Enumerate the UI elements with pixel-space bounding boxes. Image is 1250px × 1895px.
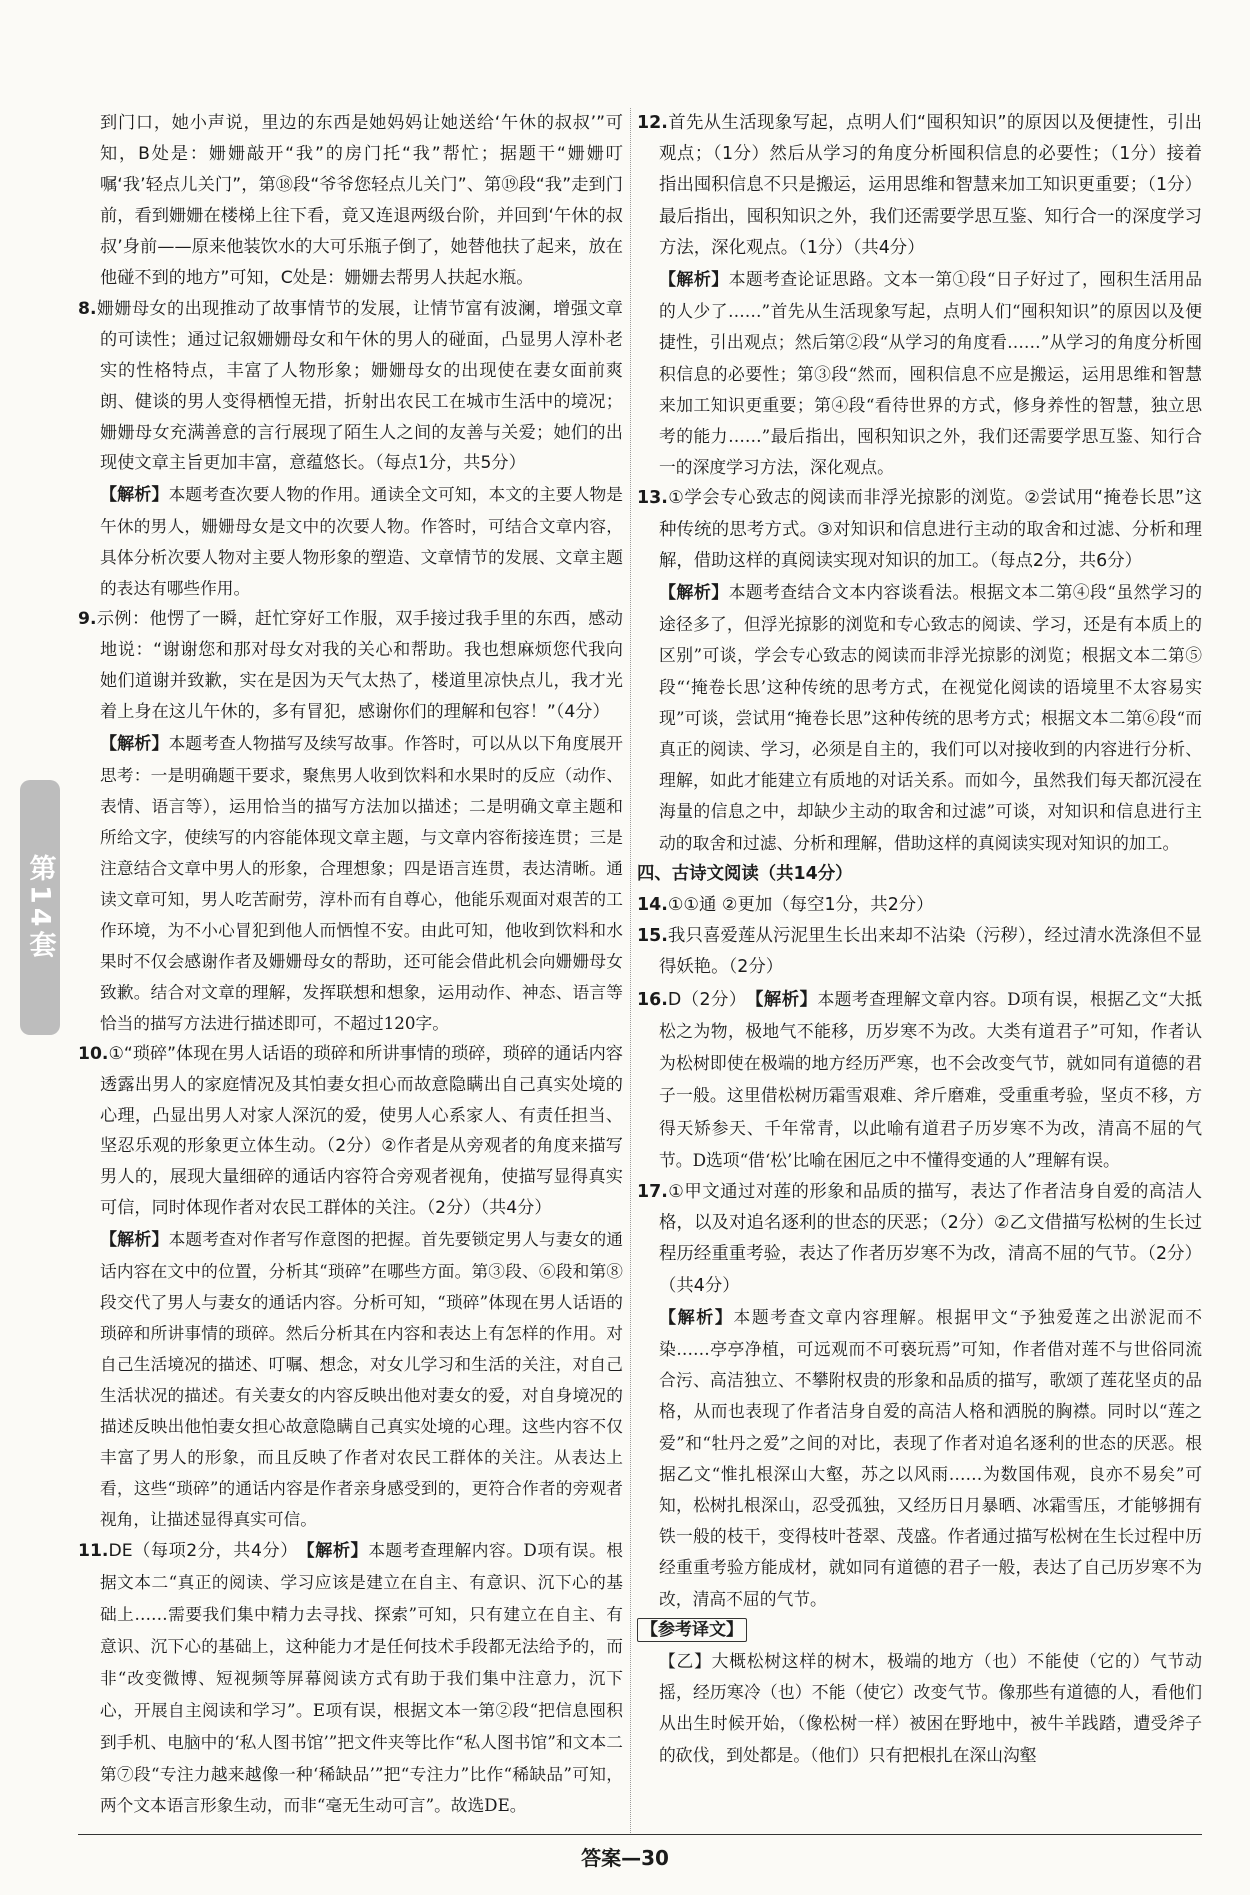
question-9	[78, 604, 623, 728]
question-11	[78, 1535, 623, 1823]
answer-paragraph	[637, 1302, 1202, 1615]
answer-paragraph	[637, 1615, 1202, 1646]
set-number-tab: 第14套	[20, 780, 60, 1035]
footer-rule	[78, 1834, 1202, 1835]
question-number: 10.	[78, 1043, 109, 1064]
paragraph-text: 本题考查人物描写及续写故事。作答时，可以从以下角度展开思考：一是明确题干要求，聚焦男人收到饮料和水果时的反应（动作、表情、语言等），运用恰当的描写方法加以描述；二是明确文章主题和所给文字，使续写的内容能体现文章主题，与文章内容衔接连贯；三是注意结合文章中男人的形象，合理想象；四是语言连贯，表达清晰。通读文章可知，男人吃苦耐劳，淳朴而有自尊心，他能乐观面对艰苦的工作环境，为不小心冒犯到他人而恓惶不安。由此可知，他收到饮料和水果时不仅会感谢作者及姗姗母女的帮助，还可能会借此机会向姗姗母女致歉。结合对文章的理解，发挥联想和想象，运用动作、神态、语言等恰当的描写方法进行描述即可，不超过120字。	[100, 733, 623, 1033]
paragraph-text: 到门口，她小声说，里边的东西是她妈妈让她送给‘午休的叔叔’”可知，B处是：姗姗敲开“我”的房门托“我”帮忙；据题干“姗姗叮嘱‘我’轻点儿关门”，第⑱段“爷爷您轻点儿关门”、第⑲段“我”走到门前，看到姗姗在楼梯上往下看，竟又连退两级台阶，并回到‘午休的叔叔’身前——原来他装饮水的大可乐瓶子倒了，她替他扶了起来，放在他碰不到的地方”可知，C处是：姗姗去帮男人扶起水瓶。	[100, 113, 623, 288]
analysis-tag: 【解析】	[659, 270, 729, 291]
question-number: 9.	[78, 609, 97, 630]
question-number: 16.	[637, 989, 668, 1010]
question-10	[78, 1039, 623, 1225]
left-column	[78, 108, 623, 1822]
paragraph-text: ①①通 ②更加（每空1分，共2分）	[667, 895, 934, 916]
analysis-tag: 【解析】	[305, 1540, 369, 1561]
column-divider	[630, 108, 631, 1833]
page-footer: 答案—30	[581, 1846, 669, 1870]
question-12	[637, 108, 1202, 264]
paragraph-text: 我只喜爱莲从污泥里生长出来却不沾染（污秽），经过清水洗涤但不显得妖艳。（2分）	[659, 926, 1202, 978]
paragraph-text: DE（每项2分，共4分）	[108, 1540, 298, 1561]
paragraph-text: 示例：他愣了一瞬，赶忙穿好工作服，双手接过我手里的东西，感动地说：“谢谢您和那对母女对我的关心和帮助。我也想麻烦您代我向她们道谢并致歉，实在是因为天气太热了，楼道里凉快点儿，我才光着上身在这儿午休的，多有冒犯，感谢你们的理解和包容！”（4分）	[96, 609, 623, 723]
question-number: 17.	[637, 1181, 668, 1202]
question-16	[637, 984, 1202, 1177]
analysis-tag: 【解析】	[100, 485, 169, 506]
question-number: 13.	[637, 488, 668, 509]
question-13	[637, 483, 1202, 577]
answer-paragraph	[637, 577, 1202, 859]
section-heading	[637, 859, 1202, 890]
analysis-tag: 【解析】	[100, 734, 169, 755]
right-column	[637, 108, 1202, 1771]
paragraph-text: ①“琐碎”体现在男人话语的琐碎和所讲事情的琐碎，琐碎的通话内容透露出男人的家庭情况及其怕妻女担心而故意隐瞒出自己真实处境的心理，凸显出男人对家人深沉的爱，使男人心系家人、有责任担当、坚忍乐观的形象更立体生动。（2分）②作者是从旁观者的角度来描写男人的，展现大量细碎的通话内容符合旁观者视角，使描写显得真实可信，同时体现作者对农民工群体的关注。（2分）（共4分）	[100, 1043, 623, 1219]
analysis-text: 本题考查理解内容。D项有误。根据文本二“真正的阅读、学习应该是建立在自主、有意识、沉下心的基础上……需要我们集中精力去寻找、探索”可知，只有建立在自主、有意识、沉下心的基础上，这种能力才是任何技术手段都无法给予的，而非“改变微博、短视频等屏幕阅读方式有助于我们集中注意力，沉下心，开展自主阅读和学习”。E项有误，根据文本一第②段“把信息囤积到手机、电脑中的‘私人图书馆’”把文件夹等比作“私人图书馆”和文本二第⑦段“专注力越来越像一种‘稀缺品’”把“专注力”比作“稀缺品”可知，两个文本语言形象生动，而非“毫无生动可言”。故选DE。	[100, 1539, 623, 1816]
question-number: 12.	[637, 113, 668, 133]
analysis-tag: 【解析】	[100, 1230, 169, 1251]
answer-paragraph	[78, 479, 623, 604]
analysis-tag: 【解析】	[659, 1307, 734, 1328]
question-17	[637, 1177, 1202, 1302]
question-number: 11.	[78, 1540, 109, 1561]
question-number: 15.	[637, 926, 668, 947]
paragraph-text: 本题考查对作者写作意图的把握。首先要锁定男人与妻女的通话内容在文中的位置，分析其“琐碎”在哪些方面。第③段、⑥段和第⑧段交代了男人与妻女的通话内容。分析可知，“琐碎”体现在男人话语的琐碎和所讲事情的琐碎。然后分析其在内容和表达上有怎样的作用。对自己生活境况的描述、叮嘱、想念，对女儿学习和生活的关注，对自己生活状况的描述。有关妻女的内容反映出他对妻女的爱，对自身境况的描述反映出他怕妻女担心故意隐瞒自己真实处境的心理。这些内容不仅丰富了男人的形象，而且反映了作者对农民工群体的关注。从表达上看，这些“琐碎”的通话内容是作者亲身感受到的，更符合作者的旁观者视角，让描述显得真实可信。	[100, 1229, 623, 1529]
paragraph-text: 【乙】大概松树这样的树木，极端的地方（也）不能使（它的）气节动摇，经历寒冷（也）不能（使它）改变气节。像那些有道德的人，看他们从出生时候开始，（像松树一样）被困在野地中，被牛羊践踏，遭受斧子的砍伐，到处都是。（他们）只有把根扎在深山沟壑	[659, 1650, 1202, 1765]
question-8	[78, 294, 623, 480]
paragraph-text: 本题考查文章内容理解。根据甲文“予独爱莲之出淤泥而不染……亭亭净植，可远观而不可亵玩焉”可知，作者借对莲不与世俗同流合污、高洁独立、不攀附权贵的形象和品质的描写，歌颂了莲花坚贞的品格，从而也表现了作者洁身自爱的高洁人格和洒脱的胸襟。同时以“莲之爱”和“牡丹之爱”之间的对比，表现了作者对追名逐利的世态的厌恶。根据乙文“惟扎根深山大壑，苏之以风雨……为数国伟观，良亦不易矣”可知，松树扎根深山，忍受孤独，又经历日月暴晒、冰霜雪压，才能够拥有铁一般的枝干，变得枝叶苍翠、茂盛。作者通过描写松树在生长过程中历经重重考验方能成材，就如同有道德的君子一般，表达了自己历岁寒不为改，清高不屈的气节。	[659, 1306, 1202, 1609]
analysis-tag: 【解析】	[659, 583, 729, 604]
answer-paragraph	[637, 1646, 1202, 1771]
question-number: 14.	[637, 895, 668, 916]
analysis-tag: 【解析】	[754, 989, 818, 1010]
analysis-text: 本题考查理解文章内容。D项有误，根据乙文“大抵松之为物，极地气不能移，历岁寒不为改。大类有道君子”可知，作者认为松树即使在极端的地方经历严寒，也不会改变气节，就如同有道德的君子一般。这里借松树历霜雪艰难、斧斤磨难，受重重考验，坚贞不移，方得天矫参天、千年常青，以此喻有道君子历岁寒不为改，清高不屈的气节。D选项“借‘松’比喻在困厄之中不懂得变通的人”理解有误。	[659, 988, 1202, 1170]
paragraph-text: 首先从生活现象写起，点明人们“囤积知识”的原因以及便捷性，引出观点；（1分）然后从学习的角度分析囤积信息的必要性；（1分）接着指出囤积信息不只是搬运，运用思维和智慧来加工知识更重要；（1分）最后指出，囤积知识之外，我们还需要学思互鉴、知行合一的深度学习方法，深化观点。（1分）（共4分）	[659, 113, 1202, 258]
paragraph-text: ①甲文通过对莲的形象和品质的描写，表达了作者洁身自爱的高洁人格，以及对追名逐利的世态的厌恶；（2分）②乙文借描写松树的生长过程历经重重考验，表达了作者历岁寒不为改，清高不屈的气节。（2分）（共4分）	[659, 1181, 1202, 1296]
answer-paragraph	[78, 728, 623, 1039]
paragraph-text: 本题考查结合文本内容谈看法。根据文本二第④段“虽然学习的途径多了，但浮光掠影的浏览和专心致志的阅读、学习，还是有本质上的区别”可谈，学会专心致志的阅读而非浮光掠影的浏览；根据文本二第⑤段“‘掩卷长思’这种传统的思考方式，在视觉化阅读的语境里不太容易实现”可谈，尝试用“掩卷长思”这种传统的思考方式；根据文本二第⑥段“而真正的阅读、学习，必须是自主的，我们可以对接收到的内容进行分析、理解，如此才能建立有质地的对话关系。而如今，虽然我们每天都沉浸在海量的信息之中，却缺少主动的取舍和过滤”可谈，对知识和信息进行主动的取舍和过滤、分析和理解，借助这样的真阅读实现对知识的加工。	[659, 582, 1202, 853]
paragraph-text: 【参考译文】	[637, 1618, 747, 1642]
question-15	[637, 921, 1202, 983]
paragraph-text: 姗姗母女的出现推动了故事情节的发展，让情节富有波澜，增强文章的可读性；通过记叙姗姗母女和午休的男人的碰面，凸显男人淳朴老实的性格特点，丰富了人物形象；姗姗母女的出现使在妻女面前爽朗、健谈的男人变得栖惶无措，折射出农民工在城市生活中的境况；姗姗母女充满善意的言行展现了陌生人之间的友善与关爱；她们的出现使文章主旨更加丰富，意蕴悠长。（每点1分，共5分）	[96, 298, 623, 474]
paragraph-text: D（2分）	[667, 989, 747, 1010]
paragraph-text: 四、古诗文阅读（共14分）	[637, 863, 853, 884]
paragraph-text: ①学会专心致志的阅读而非浮光掠影的浏览。②尝试用“掩卷长思”这种传统的思考方式。③对知识和信息进行主动的取舍和过滤、分析和理解，借助这样的真阅读实现对知识的加工。（每点2分，共6分）	[659, 488, 1202, 571]
answer-paragraph	[78, 108, 623, 294]
question-number: 8.	[78, 298, 97, 319]
paragraph-text: 本题考查论证思路。文本一第①段“日子好过了，囤积生活用品的人少了……”首先从生活现象写起，点明人们“囤积知识”的原因以及便捷性，引出观点；然后第②段“从学习的角度看……”从学习的角度分析囤积信息的必要性；第③段“然而，囤积信息不应是搬运，运用思维和智慧来加工知识更重要；第④段“看待世界的方式，修身养性的智慧，独立思考的能力……”最后指出，囤积知识之外，我们还需要学思互鉴、知行合一的深度学习方法，深化观点。	[659, 269, 1202, 478]
answer-paragraph	[637, 264, 1202, 483]
answer-paragraph	[78, 1224, 623, 1535]
paragraph-text: 本题考查次要人物的作用。通读全文可知，本文的主要人物是午休的男人，姗姗母女是文中的次要人物。作答时，可结合文章内容，具体分析次要人物对主要人物形象的塑造、文章情节的发展、文章主题的表达有哪些作用。	[100, 484, 623, 599]
question-14	[637, 890, 1202, 921]
